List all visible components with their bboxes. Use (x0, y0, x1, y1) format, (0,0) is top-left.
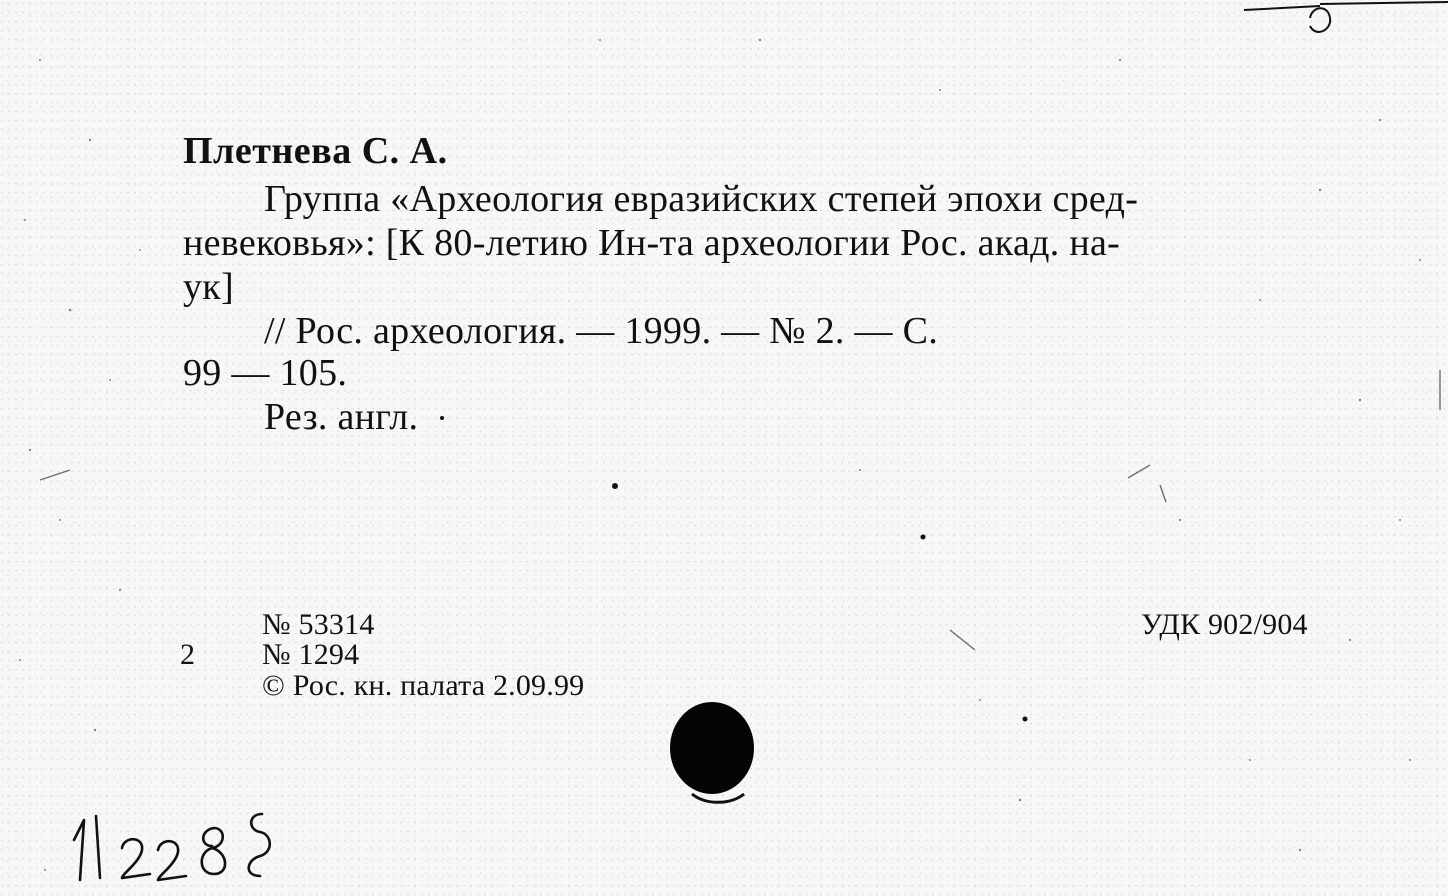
udk-code: УДК 902/904 (1141, 608, 1308, 641)
book-chamber-stamp: © Рос. кн. палата 2.09.99 (262, 669, 585, 702)
author-name: Плетнева С. А. (183, 130, 448, 172)
catalog-number-1: № 53314 (262, 608, 375, 641)
summary-note: Рез. англ. (264, 396, 419, 438)
handwritten-inventory-number (66, 800, 276, 890)
title-line-3: ук] (183, 266, 235, 308)
title-line-1: Группа «Археология евразийских степей эпохи сред- (264, 178, 1139, 220)
title-line-2: невековья»: [К 80-летию Ин-та археологии Рос. акад. на- (183, 222, 1121, 264)
punch-hole-icon (662, 698, 762, 808)
corner-mark-icon (1240, 0, 1448, 50)
copy-number: 2 (180, 638, 196, 671)
catalog-number-2: № 1294 (262, 638, 360, 671)
source-line-2: 99 — 105. (183, 352, 348, 394)
source-line-1: // Рос. археология. — 1999. — № 2. — С. (264, 310, 939, 352)
